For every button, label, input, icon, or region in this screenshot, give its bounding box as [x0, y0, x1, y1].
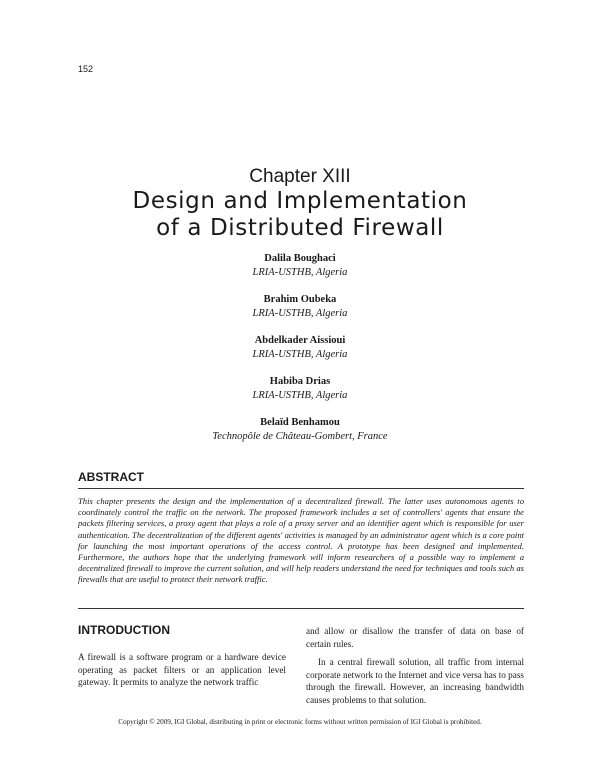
author-name: Belaïd Benhamou: [260, 417, 340, 428]
body-paragraph: A firewall is a software program or a hardware device operating as packet filters or an application level gateway. It permits to analyze the network traffic: [78, 652, 286, 688]
author-list: [0, 252, 600, 457]
author-block: [0, 416, 600, 444]
abstract-divider-bottom: [78, 608, 524, 609]
author-affiliation: Technopôle de Château-Gombert, France: [212, 431, 388, 442]
chapter-title: [0, 188, 600, 242]
body-paragraph: In a central firewall solution, all traffic from internal corporate network to the Internet and vice versa has to pass through the firewall. However, an increasing bandwidth causes problems to that solution.: [306, 657, 524, 705]
author-name: Abdelkader Aissioui: [254, 335, 346, 346]
author-name: Brahim Oubeka: [263, 294, 337, 305]
body-paragraph: and allow or disallow the transfer of data on base of certain rules.: [306, 626, 524, 649]
abstract-text: This chapter presents the design and the implementation of a decentralized firewall. The latter uses autonomous agents to coordinately control the traffic on the network. The proposed framework includes a set of controllers' agents that ensure the packets filtering services, a proxy agent that plays a role of a proxy server and an identifier agent which is responsible for user authentication. The decentralization of the different agents' activities is managed by an administrator agent which is a core point for launching the most important operations of the access control. A prototype has been designed and implemented. Furthermore, the authors hope that the underlying framework will inform researchers of a possible way to implement a decentralized firewall to improve the current solution, and will help readers understand the need for techniques and tools such as firewalls that are useful to protect their network traffic.: [78, 496, 524, 585]
author-block: [0, 293, 600, 321]
copyright-notice: Copyright © 2009, IGI Global, distributing in print or electronic forms without written permission of IGI Global is prohibited.: [118, 718, 482, 726]
abstract-heading: ABSTRACT: [78, 470, 144, 484]
body-column-left: [78, 651, 286, 689]
introduction-heading: INTRODUCTION: [78, 623, 170, 637]
author-affiliation: LRIA-USTHB, Algeria: [252, 390, 348, 401]
author-block: [0, 375, 600, 403]
author-name: Dalila Boughaci: [264, 253, 336, 264]
abstract-divider-top: [78, 488, 524, 489]
body-column-right: [306, 625, 524, 707]
chapter-title-line-2: of a Distributed Firewall: [156, 215, 444, 241]
author-affiliation: LRIA-USTHB, Algeria: [252, 349, 348, 360]
author-affiliation: LRIA-USTHB, Algeria: [252, 267, 348, 278]
author-block: [0, 334, 600, 362]
author-block: [0, 252, 600, 280]
author-name: Habiba Drias: [269, 376, 331, 387]
chapter-label: Chapter XIII: [249, 166, 351, 187]
page-number: 152: [78, 64, 94, 74]
chapter-title-line-1: Design and Implementation: [132, 188, 468, 214]
author-affiliation: LRIA-USTHB, Algeria: [252, 308, 348, 319]
